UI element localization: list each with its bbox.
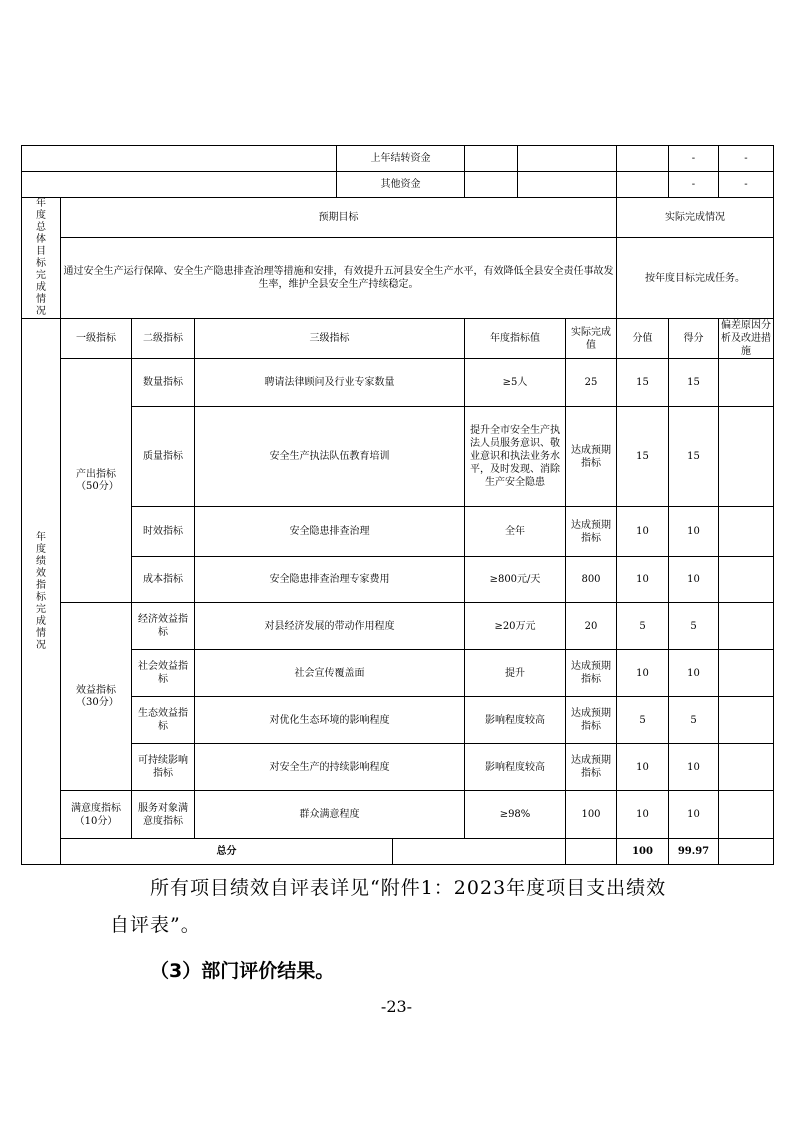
actual-completion-text: 按年度目标完成任务。 xyxy=(617,238,774,319)
benefit-indicator-label: 效益指标（30分） xyxy=(61,603,132,791)
fund-cell xyxy=(518,146,617,172)
fund-cell: - xyxy=(669,146,719,172)
table-row: 效益指标（30分） 经济效益指标 对县经济发展的带动作用程度 ≥20万元 20 5 5 xyxy=(22,603,774,650)
fund-cell xyxy=(465,172,518,198)
page-number: -23- xyxy=(380,997,413,1016)
header-target: 年度指标值 xyxy=(465,319,566,359)
overall-content-row xyxy=(22,238,774,319)
total-score: 100 xyxy=(617,839,669,865)
header-level2: 二级指标 xyxy=(132,319,195,359)
header-level1: 一级指标 xyxy=(61,319,132,359)
fund-cell xyxy=(518,172,617,198)
fund-row-other xyxy=(22,172,774,198)
table-row: 产出指标（50分） 数量指标 聘请法律顾问及行业专家数量 ≥5人 25 15 15 xyxy=(22,359,774,407)
table-row: 成本指标 安全隐患排查治理专家费用 ≥800元/天 800 10 10 xyxy=(22,557,774,603)
indicator-header-row xyxy=(22,319,774,359)
overall-header-row xyxy=(22,198,774,238)
header-level3: 三级指标 xyxy=(195,319,465,359)
fund-label: 其他资金 xyxy=(337,172,465,198)
fund-cell xyxy=(617,172,669,198)
section-heading: （3）部门评价结果。 xyxy=(150,960,335,982)
header-score: 分值 xyxy=(617,319,669,359)
expected-goal-header: 预期目标 xyxy=(61,198,617,238)
header-got: 得分 xyxy=(669,319,719,359)
total-got: 99.97 xyxy=(669,839,719,865)
header-note: 偏差原因分析及改进措施 xyxy=(719,319,774,359)
fund-cell: - xyxy=(719,146,774,172)
fund-cell: - xyxy=(719,172,774,198)
fund-label: 上年结转资金 xyxy=(337,146,465,172)
overall-label: 年度总体目标完成情况 xyxy=(22,198,61,319)
performance-table xyxy=(21,145,774,865)
table-row: 社会效益指标 社会宣传覆盖面 提升 达成预期指标 10 10 xyxy=(22,650,774,697)
fund-cell xyxy=(617,146,669,172)
table-row: 可持续影响指标 对安全生产的持续影响程度 影响程度较高 达成预期指标 10 10 xyxy=(22,744,774,791)
total-row xyxy=(22,839,774,865)
fund-cell xyxy=(465,146,518,172)
body-paragraph-line1: 所有项目绩效自评表详见“附件1：2023年度项目支出绩效 xyxy=(150,877,667,899)
table-row: 满意度指标（10分） 服务对象满意度指标 群众满意程度 ≥98% 100 10 10 xyxy=(22,791,774,839)
fund-row-carryover xyxy=(22,146,774,172)
expected-goal-text: 通过安全生产运行保障、安全生产隐患排查治理等措施和安排，有效提升五河县安全生产水平，有效降低全县安全责任事故发生率，维护全县安全生产持续稳定。 xyxy=(61,238,617,319)
table-row: 质量指标 安全生产执法队伍教育培训 提升全市安全生产执法人员服务意识、敬业意识和执法业务水平，及时发现、消除生产安全隐患 达成预期指标 15 15 xyxy=(22,407,774,507)
body-paragraph-line2: 自评表”。 xyxy=(110,914,201,936)
total-label: 总分 xyxy=(61,839,393,865)
output-indicator-label: 产出指标（50分） xyxy=(61,359,132,603)
actual-completion-header: 实际完成情况 xyxy=(617,198,774,238)
fund-cell: - xyxy=(669,172,719,198)
header-actual: 实际完成值 xyxy=(566,319,617,359)
table-row: 生态效益指标 对优化生态环境的影响程度 影响程度较高 达成预期指标 5 5 xyxy=(22,697,774,744)
table-row: 时效指标 安全隐患排查治理 全年 达成预期指标 10 10 xyxy=(22,507,774,557)
satisfaction-indicator-label: 满意度指标（10分） xyxy=(61,791,132,839)
performance-label: 年度绩效指标完成情况 xyxy=(22,319,61,865)
